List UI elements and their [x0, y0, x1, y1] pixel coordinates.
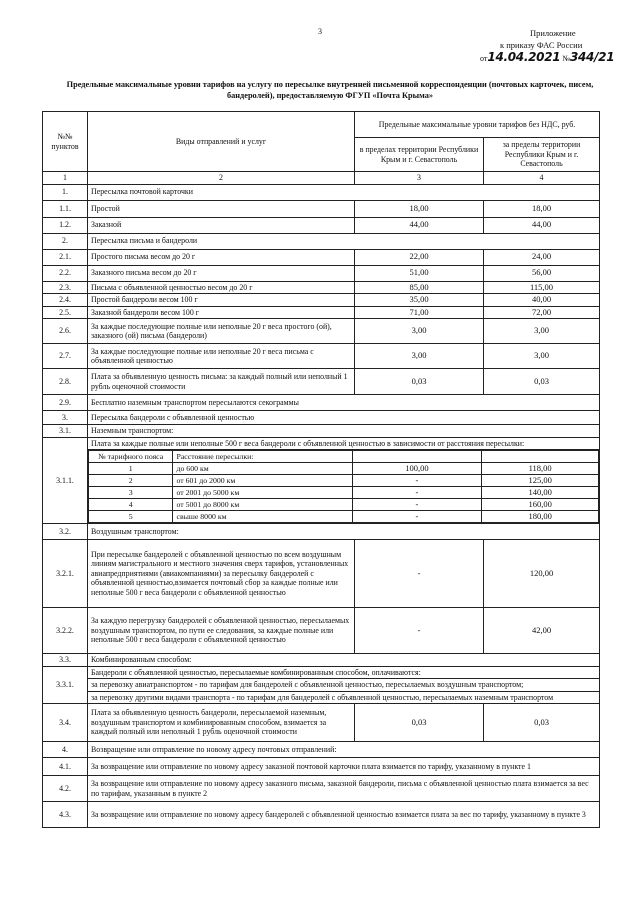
- table-row: 4.1. За возвращение или отправление по новому адресу заказной почтовой карточки плата взимается по тарифу, указанному в пункте 1: [43, 758, 600, 776]
- header-tariffs: Предельные максимальные уровни тарифов без НДС, руб.: [355, 112, 600, 138]
- combined-line-1: Бандероли с объявленной ценностью, пересылаемые комбинированным способом, оплачиваются:: [91, 667, 421, 677]
- table-row: 2.9. Бесплатно наземным транспортом пересылаются секограммы: [43, 395, 600, 411]
- table-row: 4. Возвращение или отправление по новому адресу почтовых отправлений:: [43, 742, 600, 758]
- combined-line-2: за перевозку авиатранспортом - по тарифам для бандеролей с объявленной ценностью, пересылаемых воздушным транспортом;: [88, 678, 599, 691]
- table-row: 2.2. Заказного письма весом до 20 г 51,00 56,00: [43, 265, 600, 281]
- table-row: 3.2. Воздушным транспортом:: [43, 524, 600, 540]
- combined-line-3: за перевозку другими видами транспорта - по тарифам для бандеролей с объявленной ценностью, пересылаемых наземным транспортом: [88, 691, 599, 704]
- document-title: [60, 79, 600, 101]
- table-row: 2.8. Плата за объявленную ценность письма: за каждый полный или неполный 1 рубль оценочной стоимости 0,03 0,03: [43, 369, 600, 395]
- distance-header: Расстояние пересылки:: [173, 451, 352, 463]
- table-row: 1.1. Простой 18,00 18,00: [43, 200, 600, 217]
- header-within: в пределах территории Республики Крым и г. Севастополь: [355, 138, 484, 172]
- appendix-ot: от: [480, 54, 488, 63]
- appendix-date-line: [480, 51, 625, 65]
- appendix-no: №: [562, 54, 570, 63]
- zone-row: 5 свыше 8000 км - 180,00: [89, 511, 599, 523]
- table-row: 3.1.1. Плата за каждые полные или неполные 500 г веса бандероли с объявленной ценностью в зависимости от расстояния пересылки:: [43, 437, 600, 450]
- table-row: 2. Пересылка письма и бандероли: [43, 233, 600, 249]
- appendix-block: [480, 27, 625, 65]
- title-line-2: бандеролей), предоставляемую ФГУП «Почта Крыма»: [226, 91, 433, 100]
- header-outside: за пределы территории Республики Крым и г. Севастополь: [484, 138, 600, 172]
- table-row: 2.1. Простого письма весом до 20 г 22,00 24,00: [43, 249, 600, 265]
- zone-row: 3 от 2001 до 5000 км - 140,00: [89, 487, 599, 499]
- col-index-3: 3: [355, 172, 484, 185]
- table-row: 3.3.1. Бандероли с объявленной ценностью, пересылаемые комбинированным способом, оплачиваются: за перевозку авиатранспортом - по тарифам для бандеролей с объявленной ценностью, пересылаемых воздушным транспортом; за перевозку другими видами транспорта - по тарифам для бандеролей с объявленной ценностью, пересылаемых наземным транспортом: [43, 666, 600, 704]
- table-row: 3. Пересылка бандероли с объявленной ценностью: [43, 411, 600, 425]
- table-row: 3.2.2. За каждую перегрузку бандеролей с объявленной ценностью, пересылаемых воздушным транспортом, по пути ее следования, за каждые полные или неполные 500 г веса бандероли с объявленной ценностью - 42,00: [43, 608, 600, 654]
- tariff-table: [42, 111, 600, 828]
- zone-row: 1 до 600 км 100,00 118,00: [89, 463, 599, 475]
- col-index-2: 2: [88, 172, 355, 185]
- table-row: 3.3. Комбинированным способом:: [43, 654, 600, 667]
- table-row: 1. Пересылка почтовой карточки: [43, 184, 600, 200]
- appendix-order: к приказу ФАС России: [500, 40, 583, 50]
- table-row: 4.2. За возвращение или отправление по новому адресу заказного письма, заказной бандероли, письма с объявленной ценностью плата взимается за вес по тарифам, указанным в пункте 2: [43, 776, 600, 802]
- col-index-4: 4: [484, 172, 600, 185]
- handwritten-date: 14.04.2021: [487, 50, 561, 64]
- zone-subtable: [88, 450, 599, 523]
- table-row: 4.3. За возвращение или отправление по новому адресу бандеролей с объявленной ценностью взимается плата за вес по тарифу, указанному в пункте 3: [43, 802, 600, 828]
- table-row: 3.1. Наземным транспортом:: [43, 425, 600, 438]
- zone-row: 2 от 601 до 2000 км - 125,00: [89, 475, 599, 487]
- col-index-1: 1: [43, 172, 88, 185]
- zone-header: № тарифного пояса: [89, 451, 173, 463]
- title-line-1: Предельные максимальные уровни тарифов на услугу по пересылке внутренней письменной корреспонденции (почтовых карточек, писем,: [66, 80, 594, 89]
- table-row: 2.7. За каждые последующие полные или неполные 20 г веса письма с объявленной ценностью 3,00 3,00: [43, 344, 600, 369]
- table-row: 2.3. Письма с объявленной ценностью весом до 20 г 85,00 115,00: [43, 281, 600, 294]
- table-row: 3.2.1. При пересылке бандеролей с объявленной ценностью по всем воздушным линиям магистрального и местного значения сверх тарифов, установленных авиапредприятиями (авиакомпаниями) за пересылку бандеролей с объявленной ценностью,взимается почтовый сбор за каждые полные или неполные 500 г веса бандероли с объявленной ценностью - 120,00: [43, 540, 600, 608]
- page-number: 3: [318, 27, 322, 36]
- header-num: №№ пунктов: [43, 112, 88, 172]
- table-row: 2.5. Заказной бандероли весом 100 г 71,00 72,00: [43, 306, 600, 319]
- header-kinds: Виды отправлений и услуг: [88, 112, 355, 172]
- table-row: 2.6. За каждые последующие полные или неполные 20 г веса простого (ой), заказного (ой) письма (бандероли) 3,00 3,00: [43, 319, 600, 344]
- zone-row: 4 от 5001 до 8000 км - 160,00: [89, 499, 599, 511]
- table-row: 1.2. Заказной 44,00 44,00: [43, 217, 600, 233]
- table-row: 3.4. Плата за объявленную ценность бандероли, пересылаемой наземным, воздушным транспортом и комбинированным способом, взимается за каждый полный или неполный 1 рубль оценочной стоимости 0,03 0,03: [43, 704, 600, 742]
- appendix-label: Приложение: [530, 28, 576, 38]
- zone-subtable-row: [43, 450, 600, 524]
- handwritten-number: 344/21: [569, 50, 615, 64]
- table-row: 2.4. Простой бандероли весом 100 г 35,00 40,00: [43, 294, 600, 307]
